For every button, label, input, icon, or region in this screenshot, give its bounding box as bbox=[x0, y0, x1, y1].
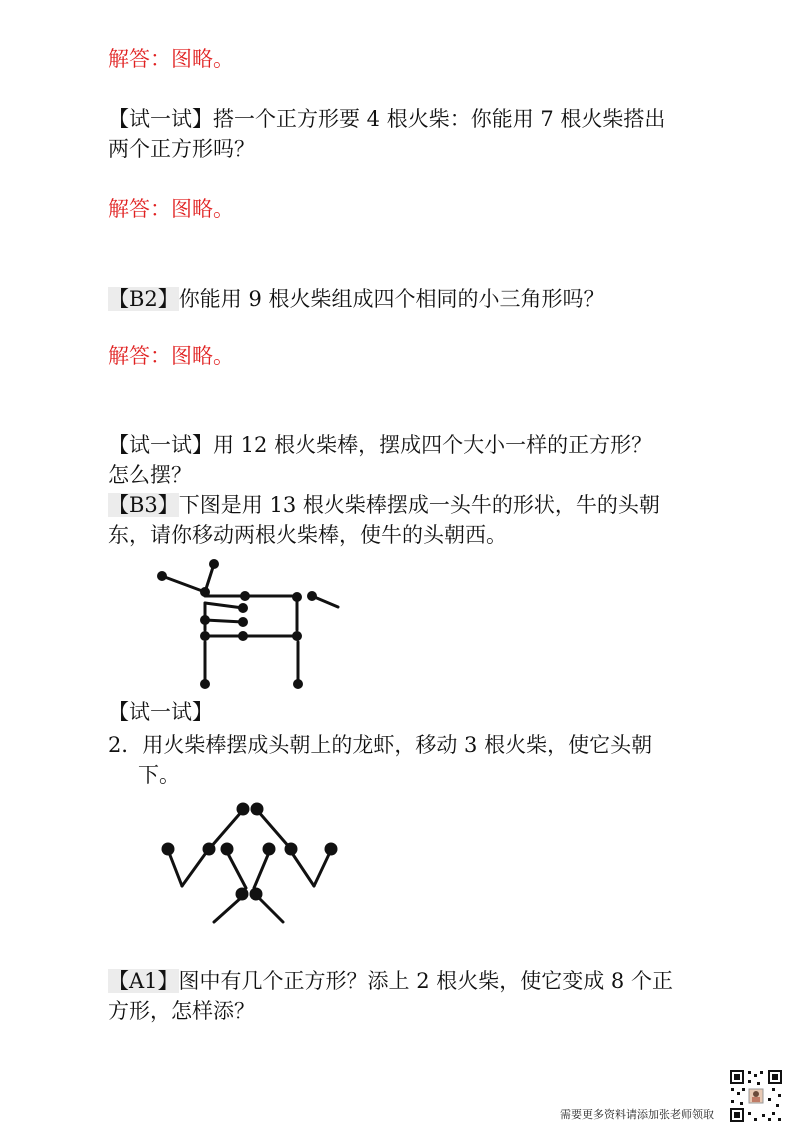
matchstick bbox=[168, 850, 182, 886]
problem-try-1-line2: 两个正方形吗？ bbox=[108, 137, 255, 161]
cow-matchstick-figure bbox=[150, 555, 350, 695]
answer-text: 解答：图略。 bbox=[108, 197, 234, 221]
problem-tag: 【A1】 bbox=[108, 969, 179, 993]
problem-tag: 【B3】 bbox=[108, 493, 179, 517]
matchstick bbox=[214, 896, 243, 922]
matchstick bbox=[182, 850, 208, 886]
problem-text: 搭一个正方形要 4 根火柴：你能用 7 根火柴搭出 bbox=[213, 107, 666, 131]
problem-tag: 【试一试】 bbox=[108, 433, 213, 457]
matchstick bbox=[205, 603, 243, 608]
problem-try-2-line1 bbox=[108, 430, 652, 460]
problem-text: 图中有几个正方形？添上 2 根火柴，使它变成 8 个正 bbox=[178, 969, 673, 993]
problem-try-3-tag: 【试一试】 bbox=[108, 700, 213, 724]
answer-text: 解答：图略。 bbox=[108, 344, 234, 368]
matchstick bbox=[205, 620, 243, 622]
problem-try-3-line2: 下。 bbox=[138, 763, 180, 787]
matchstick bbox=[257, 810, 290, 848]
problem-text: 你能用 9 根火柴组成四个相同的小三角形吗？ bbox=[178, 287, 605, 311]
matchstick bbox=[257, 896, 283, 922]
matchstick bbox=[162, 576, 205, 592]
footer-note: 需要更多资料请添加张老师领取 bbox=[560, 1108, 714, 1121]
problem-try-2-line2: 怎么摆？ bbox=[108, 463, 192, 487]
problem-b2 bbox=[108, 284, 605, 314]
problem-a1-line1 bbox=[108, 966, 673, 996]
problem-try-3-line1: 2．用火柴棒摆成头朝上的龙虾，移动 3 根火柴，使它头朝 bbox=[108, 733, 653, 757]
problem-b3-line2: 东，请你移动两根火柴棒，使牛的头朝西。 bbox=[108, 523, 507, 547]
problem-tag: 【B2】 bbox=[108, 287, 179, 311]
problem-try-1-line1 bbox=[108, 104, 665, 134]
problem-text: 下图是用 13 根火柴棒摆成一头牛的形状，牛的头朝 bbox=[178, 493, 660, 517]
matchstick bbox=[210, 810, 243, 848]
problem-a1-line2: 方形，怎样添？ bbox=[108, 999, 255, 1023]
shrimp-matchstick-figure bbox=[155, 795, 345, 930]
qr-code-icon bbox=[728, 1068, 784, 1124]
answer-text: 解答：图略。 bbox=[108, 47, 234, 71]
matchstick bbox=[314, 850, 331, 886]
problem-text: 用 12 根火柴棒，摆成四个大小一样的正方形？ bbox=[213, 433, 653, 457]
problem-b3-line1 bbox=[108, 490, 660, 520]
matchstick bbox=[226, 850, 246, 888]
problem-tag: 【试一试】 bbox=[108, 107, 213, 131]
matchstick bbox=[290, 850, 314, 886]
matchstick bbox=[254, 850, 270, 888]
